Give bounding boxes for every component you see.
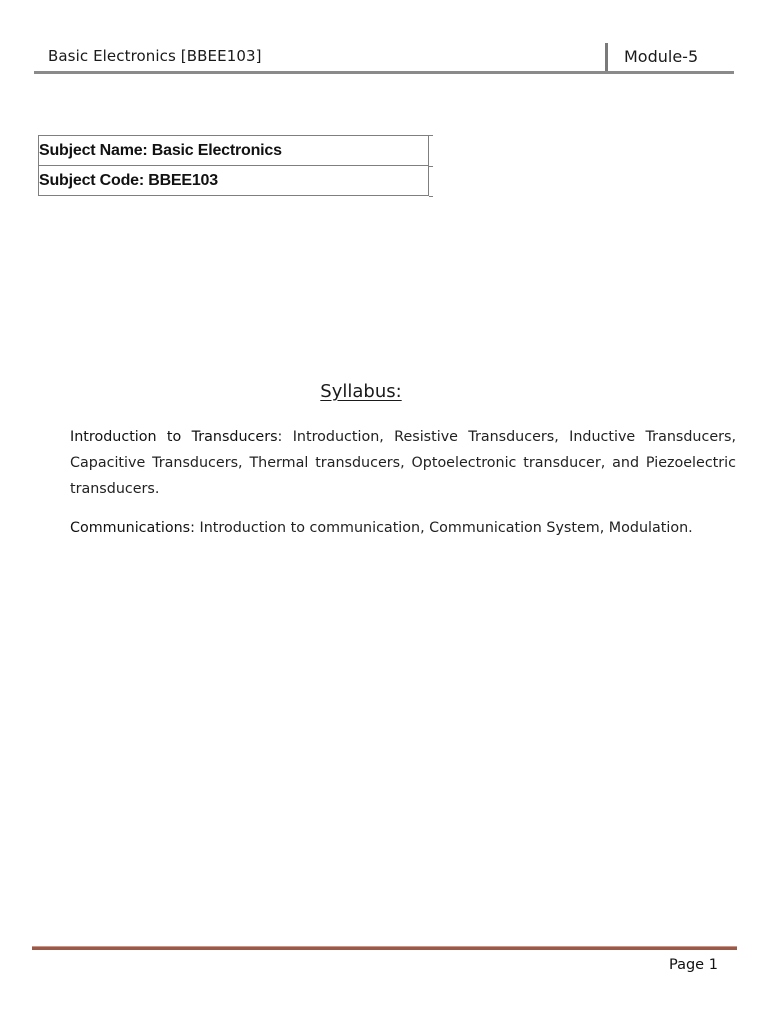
section-separator: : [277,429,283,445]
footer-rule [32,946,737,950]
syllabus-section-transducers [70,424,736,502]
section-term: Communications: [70,520,195,536]
document-title: Basic Electronics [BBEE103] [48,47,262,65]
subject-code-row [39,166,429,196]
section-term: Introduction to Transducers [70,429,278,445]
table-border-tick [429,166,433,167]
table-border-tick [429,196,433,197]
subject-info-table [38,135,429,196]
page-number: Page 1 [669,957,718,973]
section-body: Introduction, Resistive Transducers, Inductive Transducers, Capacitive Transducers, Thermal transducers, Optoelectronic transducer, and Piezoelectric transducers. [70,429,736,497]
module-label: Module-5 [624,47,699,66]
subject-name-cell: Subject Name: Basic Electronics [39,136,429,166]
subject-code-cell: Subject Code: BBEE103 [39,166,429,196]
syllabus-heading: Syllabus: [320,381,402,402]
subject-name-row [39,136,429,166]
section-body: Introduction to communication, Communication System, Modulation. [194,520,693,536]
table-border-tick [429,135,433,136]
header-divider [605,43,608,73]
header-rule [34,71,734,74]
syllabus-section-communications [70,515,736,541]
